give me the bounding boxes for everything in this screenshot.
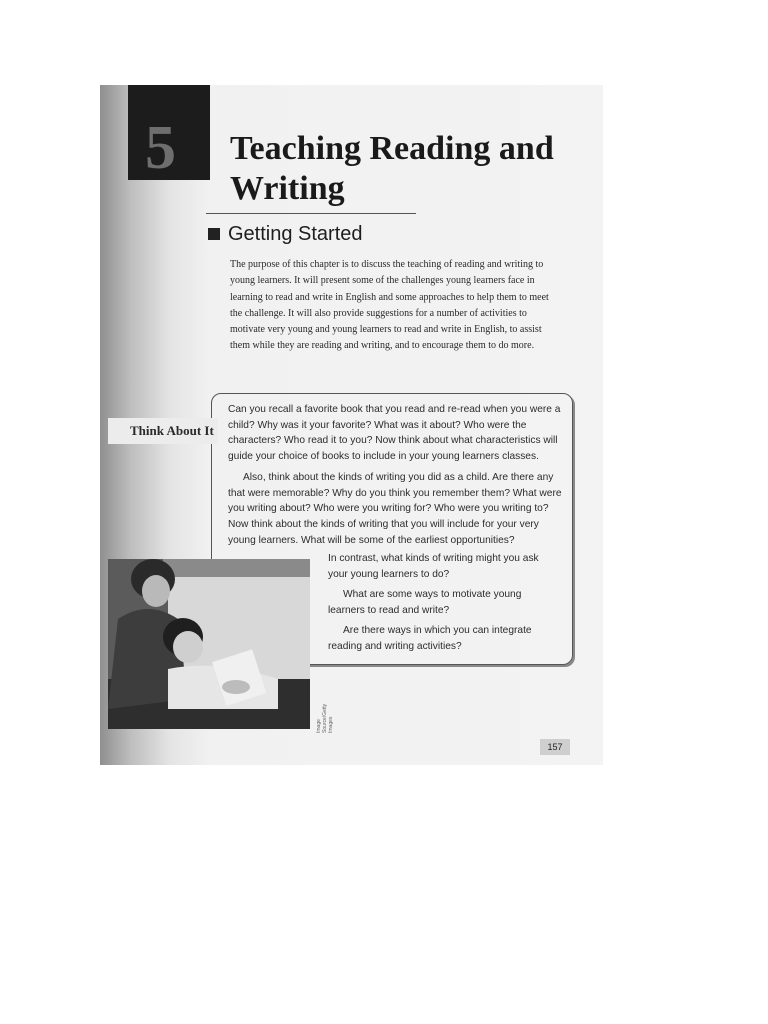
think-paragraph-3: In contrast, what kinds of writing might you ask your young learners to do? (328, 553, 539, 580)
reading-photo (108, 559, 310, 729)
chapter-number: 5 (145, 114, 176, 182)
book-page (100, 85, 603, 765)
think-paragraph-2: Also, think about the kinds of writing you did as a child. Are there any that were memorable? Why do you think you remember them? What were you writing about? Who were you writing for? Who were you writing to? Now think about the kinds of writing that you will include for your very young learners. What will be some of the earliest opportunities? (228, 472, 562, 546)
section-heading (208, 222, 363, 246)
square-bullet-icon (208, 228, 220, 240)
think-about-it-label: Think About It (108, 418, 218, 444)
mother-child-reading-image (108, 559, 310, 729)
page-number: 157 (540, 739, 570, 755)
intro-paragraph: The purpose of this chapter is to discuss the teaching of reading and writing to young learners. It will present some of the challenges young learners face in learning to read and write in English and some approaches to help them to meet the challenge. It will also provide suggestions for a number of activities to motivate very young and young learners to read and write in English, to assist them while they are reading and writing, and to encourage them to do more. (230, 259, 549, 352)
title-divider (206, 213, 416, 214)
think-paragraph-1: Can you recall a favorite book that you read and re-read when you were a child? Why was it your favorite? What was it about? Who were the characters? Who read it to you? Now think about what characteristics will guide your choice of books to include in your young learners classes. (228, 404, 561, 463)
chapter-title: Teaching Reading and Writing (230, 130, 554, 207)
think-paragraph-5: Are there ways in which you can integrate reading and writing activities? (328, 625, 532, 652)
think-paragraph-4: What are some ways to motivate young learners to read and write? (328, 589, 522, 616)
photo-credit: Image Source/Getty Images (316, 703, 334, 733)
section-heading-label: Getting Started (228, 223, 363, 245)
